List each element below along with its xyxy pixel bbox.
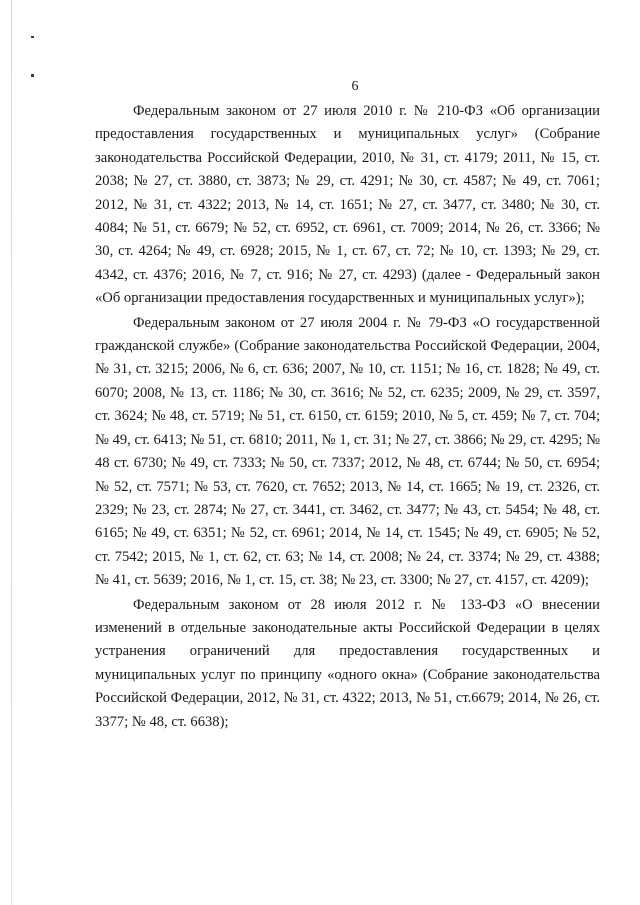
- scan-speck: [31, 36, 34, 38]
- paragraph-federal-law-133: Федеральным законом от 28 июля 2012 г. № 133-ФЗ «О внесении изменений в отдельные законодательные акты Российской Федерации в целях устранения ограничений для предоставления государственных и муниципальных услуг по принципу «одного окна» (Собрание законодательства Российской Федерации, 2012, № 31, ст. 4322; 2013, № 51, ст.6679; 2014, № 26, ст. 3377; № 48, ст. 6638);: [95, 596, 600, 730]
- paragraph-federal-law-79: Федеральным законом от 27 июля 2004 г. № 79-ФЗ «О государственной гражданской службе» (Собрание законодательства Российской Федерации, 2004, № 31, ст. 3215; 2006, № 6, ст. 636; 2007, № 10, ст. 1151; № 16, ст. 1828; № 49, ст. 6070; 2008, № 13, ст. 1186; № 30, ст. 3616; № 52, ст. 6235; 2009, № 29, ст. 3597, ст. 3624; № 48, ст. 5719; № 51, ст. 6150, ст. 6159; 2010, № 5, ст. 459; № 7, ст. 704; № 49, ст. 6413; № 51, ст. 6810; 2011, № 1, ст. 31; № 27, ст. 3866; № 29, ст. 4295; № 48 ст. 6730; № 49, ст. 7333; № 50, ст. 7337; 2012, № 48, ст. 6744; № 50, ст. 6954; № 52, ст. 7571; № 53, ст. 7620, ст. 7652; 2013, № 14, ст. 1665; № 19, ст. 2326, ст. 2329; № 23, ст. 2874; № 27, ст. 3441, ст. 3462, ст. 3477; № 43, ст. 5454; № 48, ст. 6165; № 49, ст. 6351; № 52, ст. 6961; 2014, № 14, ст. 1545; № 49, ст. 6905; № 52, ст. 7542; 2015, № 1, ст. 62, ст. 63; № 14, ст. 2008; № 24, ст. 3374; № 29, ст. 4388; № 41, ст. 5639; 2016, № 1, ст. 15, ст. 38; № 23, ст. 3300; № 27, ст. 4157, ст. 4209);: [95, 314, 601, 589]
- page-number: 6: [351, 79, 359, 94]
- document-body: [95, 100, 600, 734]
- paragraph-federal-law-210: Федеральным законом от 27 июля 2010 г. № 210-ФЗ «Об организации предоставления государственных и муниципальных услуг» (Собрание законодательства Российской Федерации, 2010, № 31, ст. 4179; 2011, № 15, ст. 2038; № 27, ст. 3880, ст. 3873; № 29, ст. 4291; № 30, ст. 4587; № 49, ст. 7061; 2012, № 31, ст. 4322; 2013, № 14, ст. 1651; № 27, ст. 3477, ст. 3480; № 30, ст. 4084; № 51, ст. 6679; № 52, ст. 6952, ст. 6961, ст. 7009; 2014, № 26, ст. 3366; № 30, ст. 4264; № 49, ст. 6928; 2015, № 1, ст. 67, ст. 72; № 10, ст. 1393; № 29, ст. 4342, ст. 4376; 2016, № 7, ст. 916; № 27, ст. 4293) (далее - Федеральный закон «Об организации предоставления государственных и муниципальных услуг»);: [95, 103, 600, 307]
- scan-speck: [31, 74, 34, 77]
- scan-edge-line: [11, 0, 12, 905]
